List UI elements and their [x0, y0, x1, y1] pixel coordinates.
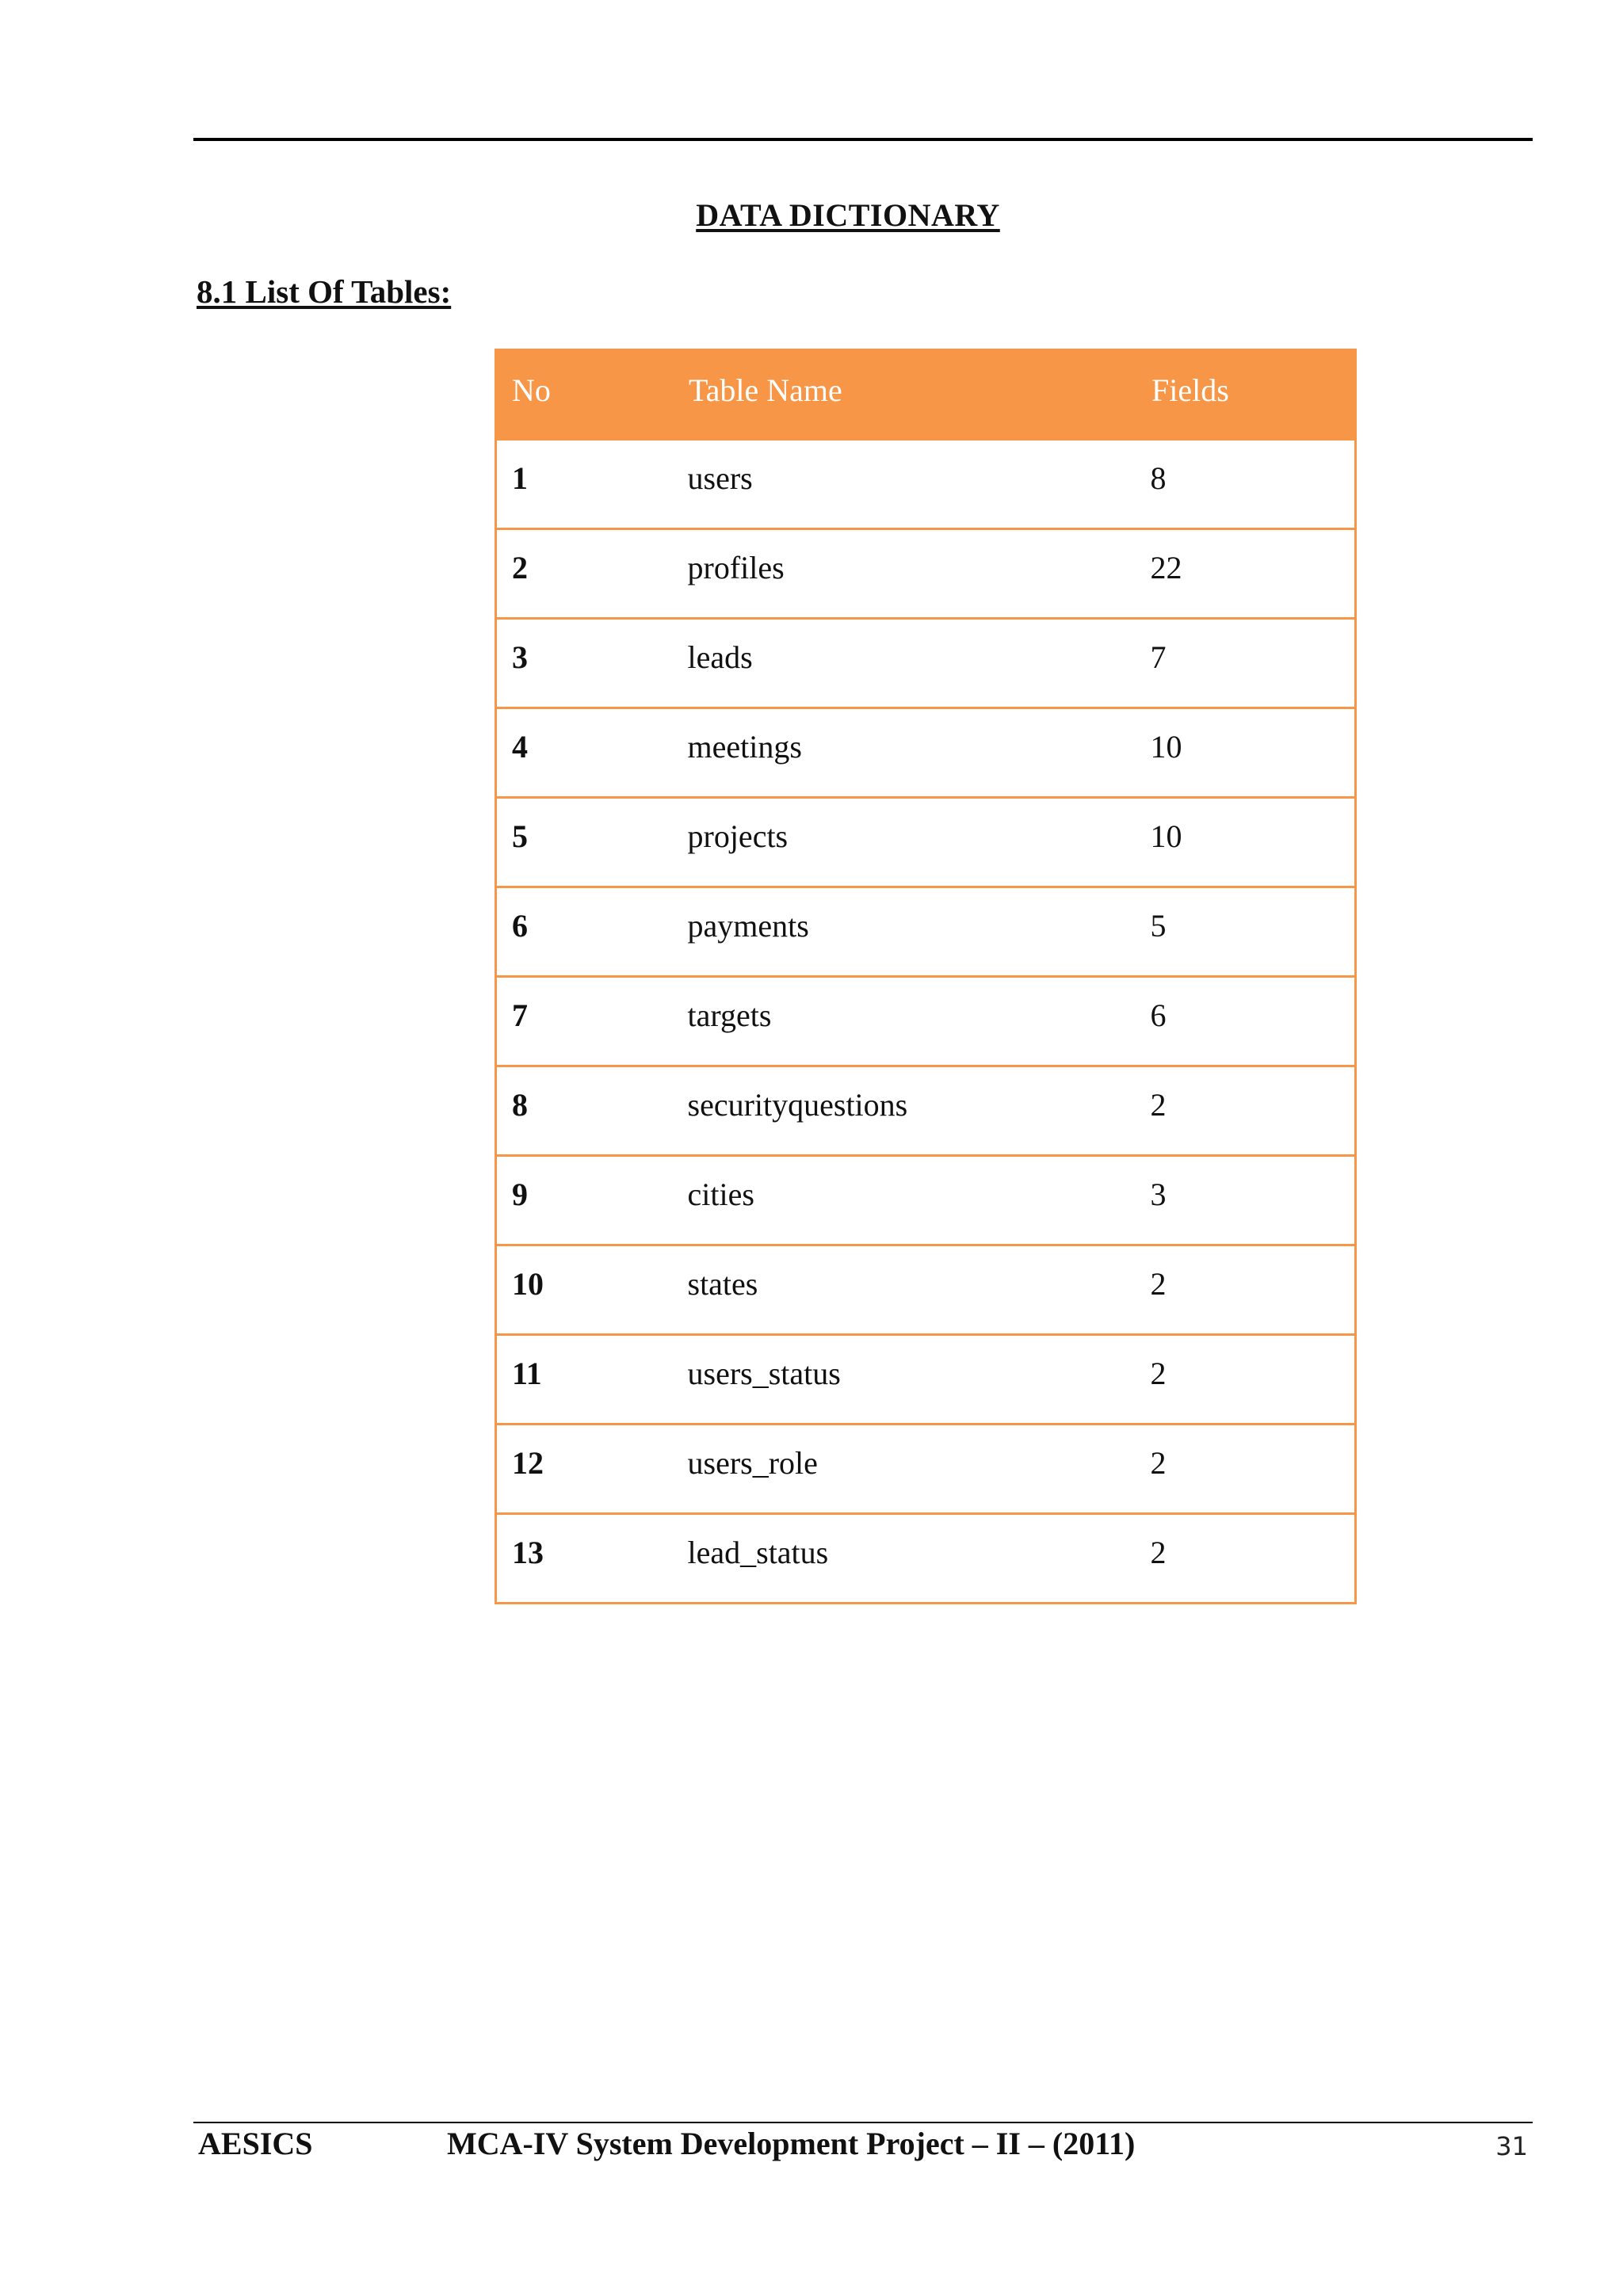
field-count: 10 [1136, 798, 1356, 887]
table-row [496, 440, 1356, 529]
row-number: 2 [496, 529, 673, 619]
column-header-fields: Fields [1136, 350, 1356, 440]
table-row [496, 1514, 1356, 1604]
row-number: 4 [496, 708, 673, 798]
row-number: 13 [496, 1514, 673, 1604]
table-name: users_status [673, 1335, 1136, 1425]
table-name: users_role [673, 1425, 1136, 1514]
list-of-tables [495, 349, 1357, 1604]
table-name: projects [673, 798, 1136, 887]
header-rule [193, 138, 1533, 141]
table-name: profiles [673, 529, 1136, 619]
table-name: targets [673, 977, 1136, 1066]
column-header-table-name: Table Name [673, 350, 1136, 440]
row-number: 5 [496, 798, 673, 887]
field-count: 2 [1136, 1245, 1356, 1335]
field-count: 2 [1136, 1514, 1356, 1604]
row-number: 8 [496, 1066, 673, 1156]
row-number: 3 [496, 619, 673, 708]
field-count: 6 [1136, 977, 1356, 1066]
row-number: 10 [496, 1245, 673, 1335]
field-count: 22 [1136, 529, 1356, 619]
field-count: 2 [1136, 1335, 1356, 1425]
table-row [496, 1156, 1356, 1245]
footer-institute: AESICS [198, 2126, 313, 2161]
document-title: DATA DICTIONARY [696, 197, 1000, 233]
column-header-no: No [496, 350, 673, 440]
field-count: 7 [1136, 619, 1356, 708]
table-row [496, 887, 1356, 977]
field-count: 5 [1136, 887, 1356, 977]
table-row [496, 1425, 1356, 1514]
row-number: 9 [496, 1156, 673, 1245]
field-count: 2 [1136, 1425, 1356, 1514]
footer-rule [193, 2122, 1533, 2123]
row-number: 12 [496, 1425, 673, 1514]
table-row [496, 619, 1356, 708]
field-count: 8 [1136, 440, 1356, 529]
table-row [496, 529, 1356, 619]
table-name: payments [673, 887, 1136, 977]
table-row [496, 1245, 1356, 1335]
table-name: meetings [673, 708, 1136, 798]
table-row [496, 708, 1356, 798]
table-row [496, 977, 1356, 1066]
field-count: 2 [1136, 1066, 1356, 1156]
table-name: users [673, 440, 1136, 529]
row-number: 1 [496, 440, 673, 529]
page-number: 31 [1495, 2131, 1528, 2161]
table-header-row [496, 350, 1356, 440]
row-number: 6 [496, 887, 673, 977]
field-count: 3 [1136, 1156, 1356, 1245]
section-heading: 8.1 List Of Tables: [197, 273, 452, 310]
table-row [496, 1066, 1356, 1156]
table-row [496, 798, 1356, 887]
table-name: cities [673, 1156, 1136, 1245]
footer-project-title: MCA-IV System Development Project – II – (2011) [447, 2126, 1136, 2161]
table-name: leads [673, 619, 1136, 708]
row-number: 11 [496, 1335, 673, 1425]
table-row [496, 1335, 1356, 1425]
table-name: lead_status [673, 1514, 1136, 1604]
table-name: securityquestions [673, 1066, 1136, 1156]
field-count: 10 [1136, 708, 1356, 798]
table-name: states [673, 1245, 1136, 1335]
row-number: 7 [496, 977, 673, 1066]
